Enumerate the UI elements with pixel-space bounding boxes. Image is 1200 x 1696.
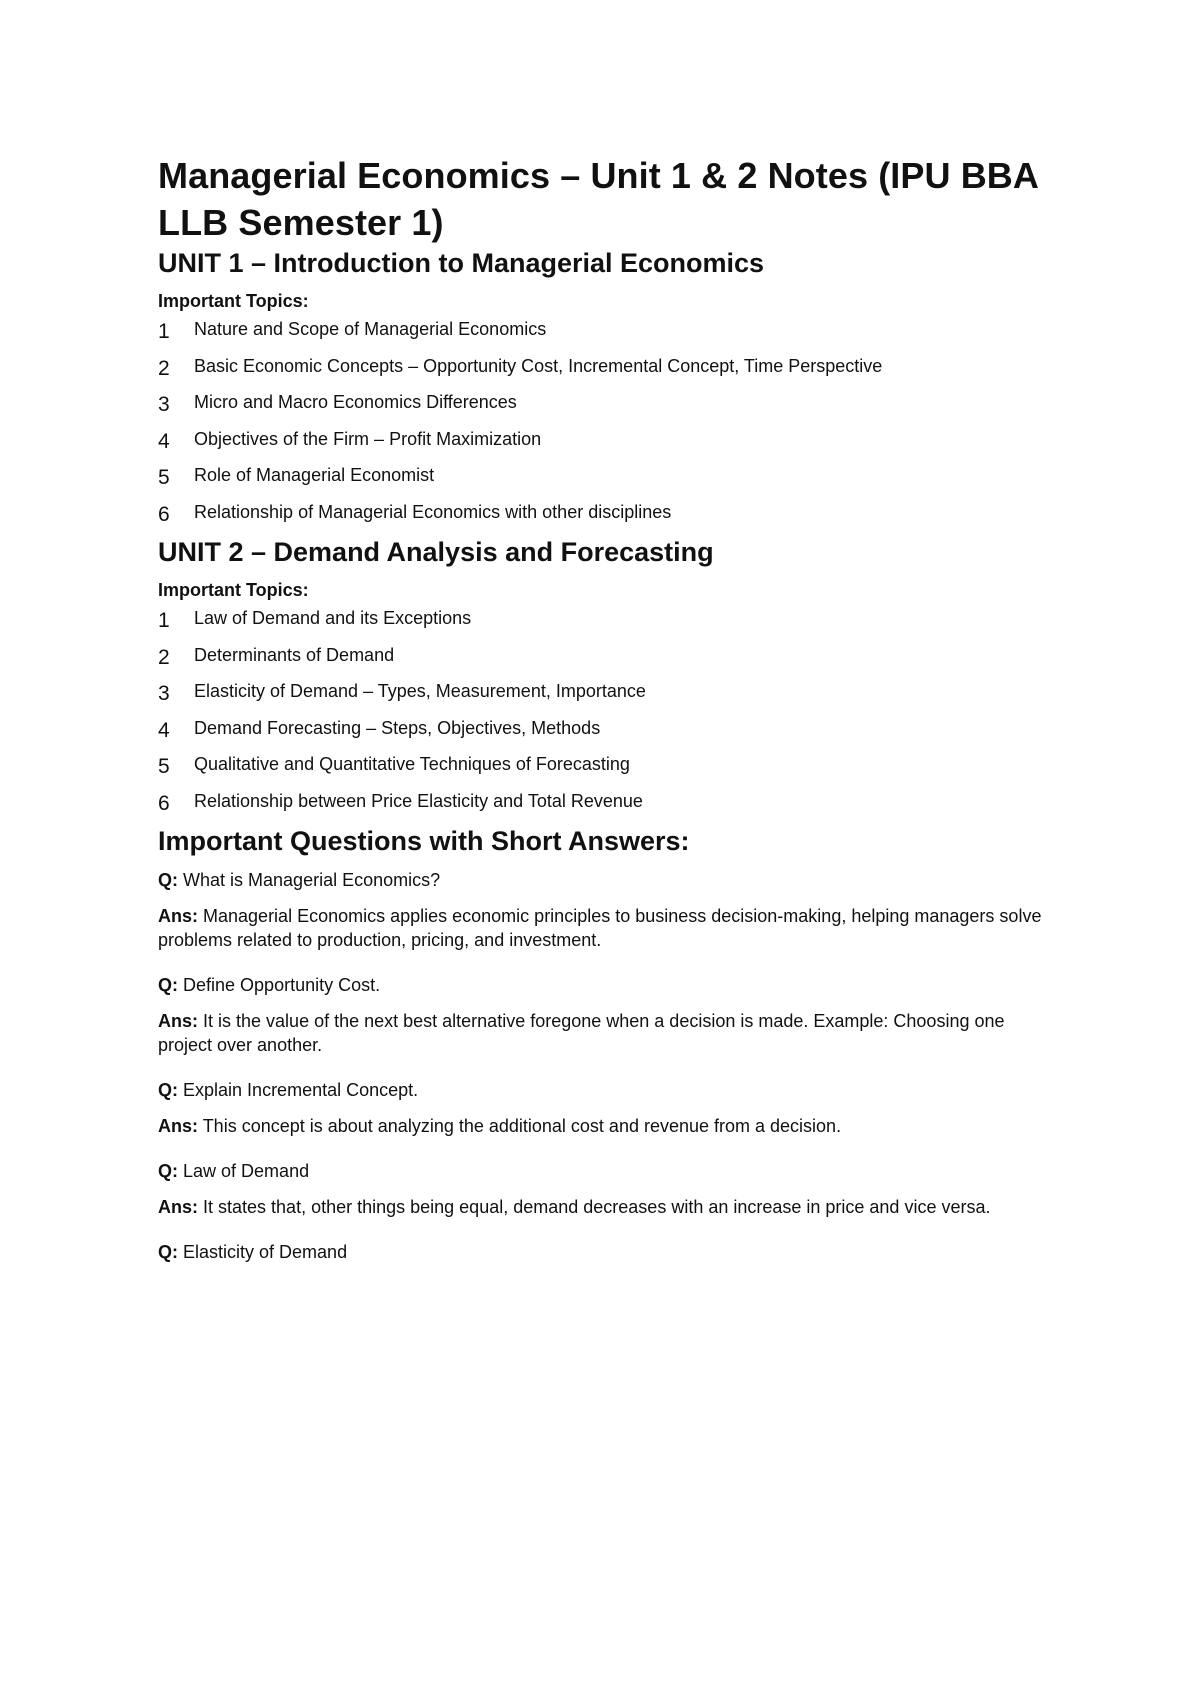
topic-item [158,316,1058,353]
qa-list [158,868,1058,1264]
question-prefix: Q: [158,1080,178,1100]
answer-line [158,904,1058,952]
question-text: Explain Incremental Concept. [183,1080,419,1100]
question-text: Define Opportunity Cost. [183,975,381,995]
answer-line [158,1114,1058,1138]
question-line [158,868,1058,892]
topic-text: Relationship of Managerial Economics with other disciplines [194,501,672,522]
topic-text: Law of Demand and its Exceptions [194,608,472,628]
topic-number: 2 [158,645,170,669]
qa-item [158,1240,1058,1264]
answer-prefix: Ans: [158,1197,198,1217]
answer-prefix: Ans: [158,1116,198,1136]
qa-item [158,1078,1058,1138]
question-text: What is Managerial Economics? [183,870,441,890]
topic-text: Objectives of the Firm – Profit Maximization [194,428,542,449]
questions-section [158,824,1058,1264]
topic-item [158,751,1058,788]
topic-item [158,353,1058,390]
topic-item [158,389,1058,426]
question-prefix: Q: [158,1161,178,1181]
unit2-topic-list [158,605,1058,824]
qa-item [158,973,1058,1057]
topic-number: 2 [158,356,170,380]
qa-item [158,868,1058,952]
qa-item [158,1159,1058,1219]
topic-item [158,678,1058,715]
answer-text: It states that, other things being equal, demand decreases with an increase in price and vice versa. [203,1197,991,1217]
unit1-heading: UNIT 1 – Introduction to Managerial Economics [158,248,765,278]
topic-item [158,642,1058,679]
question-text: Elasticity of Demand [183,1242,348,1262]
answer-line [158,1195,1058,1219]
topic-number: 4 [158,718,170,742]
topic-text: Micro and Macro Economics Differences [194,392,517,412]
topic-item [158,788,1058,825]
questions-heading: Important Questions with Short Answers: [158,826,690,856]
answer-text: It is the value of the next best alternative foregone when a decision is made. Example: Choosing one project over another. [158,1011,1005,1055]
document-content [158,152,1058,1285]
answer-text: Managerial Economics applies economic principles to business decision-making, helping managers solve problems related to production, pricing, and investment. [158,906,1042,950]
topic-text: Demand Forecasting – Steps, Objectives, Methods [194,717,601,738]
question-prefix: Q: [158,870,178,890]
topic-item [158,426,1058,463]
unit1-topic-list [158,316,1058,535]
topic-number: 6 [158,502,170,526]
topic-item [158,605,1058,642]
unit2-heading: UNIT 2 – Demand Analysis and Forecasting [158,537,714,567]
topic-item [158,499,1058,536]
topic-text: Elasticity of Demand – Types, Measurement, Importance [194,681,646,701]
topic-number: 5 [158,466,170,489]
topic-text: Qualitative and Quantitative Techniques of Forecasting [194,754,630,774]
topic-item [158,715,1058,752]
question-line [158,1159,1058,1183]
topic-item [158,462,1058,499]
topic-number: 6 [158,791,170,815]
topic-number: 3 [158,393,170,416]
unit1-section [158,246,1058,535]
topic-text: Basic Economic Concepts – Opportunity Cost, Incremental Concept, Time Perspective [194,355,883,376]
question-prefix: Q: [158,1242,178,1262]
document-title: Managerial Economics – Unit 1 & 2 Notes (IPU BBA LLB Semester 1) [158,155,1038,243]
topic-text: Relationship between Price Elasticity and Total Revenue [194,790,643,811]
question-line [158,1240,1058,1264]
topic-number: 4 [158,429,170,453]
unit1-topics-label: Important Topics: [158,291,309,311]
answer-text: This concept is about analyzing the additional cost and revenue from a decision. [202,1116,842,1136]
answer-prefix: Ans: [158,906,198,926]
topic-number: 3 [158,682,170,705]
topic-number: 1 [158,609,170,632]
topic-text: Determinants of Demand [194,644,395,665]
topic-number: 1 [158,320,170,343]
topic-text: Role of Managerial Economist [194,465,435,485]
question-line [158,1078,1058,1102]
topic-text: Nature and Scope of Managerial Economics [194,319,547,339]
unit2-section [158,535,1058,824]
question-text: Law of Demand [183,1161,310,1181]
question-line [158,973,1058,997]
answer-prefix: Ans: [158,1011,198,1031]
question-prefix: Q: [158,975,178,995]
topic-number: 5 [158,755,170,778]
unit2-topics-label: Important Topics: [158,580,309,600]
answer-line [158,1009,1058,1057]
